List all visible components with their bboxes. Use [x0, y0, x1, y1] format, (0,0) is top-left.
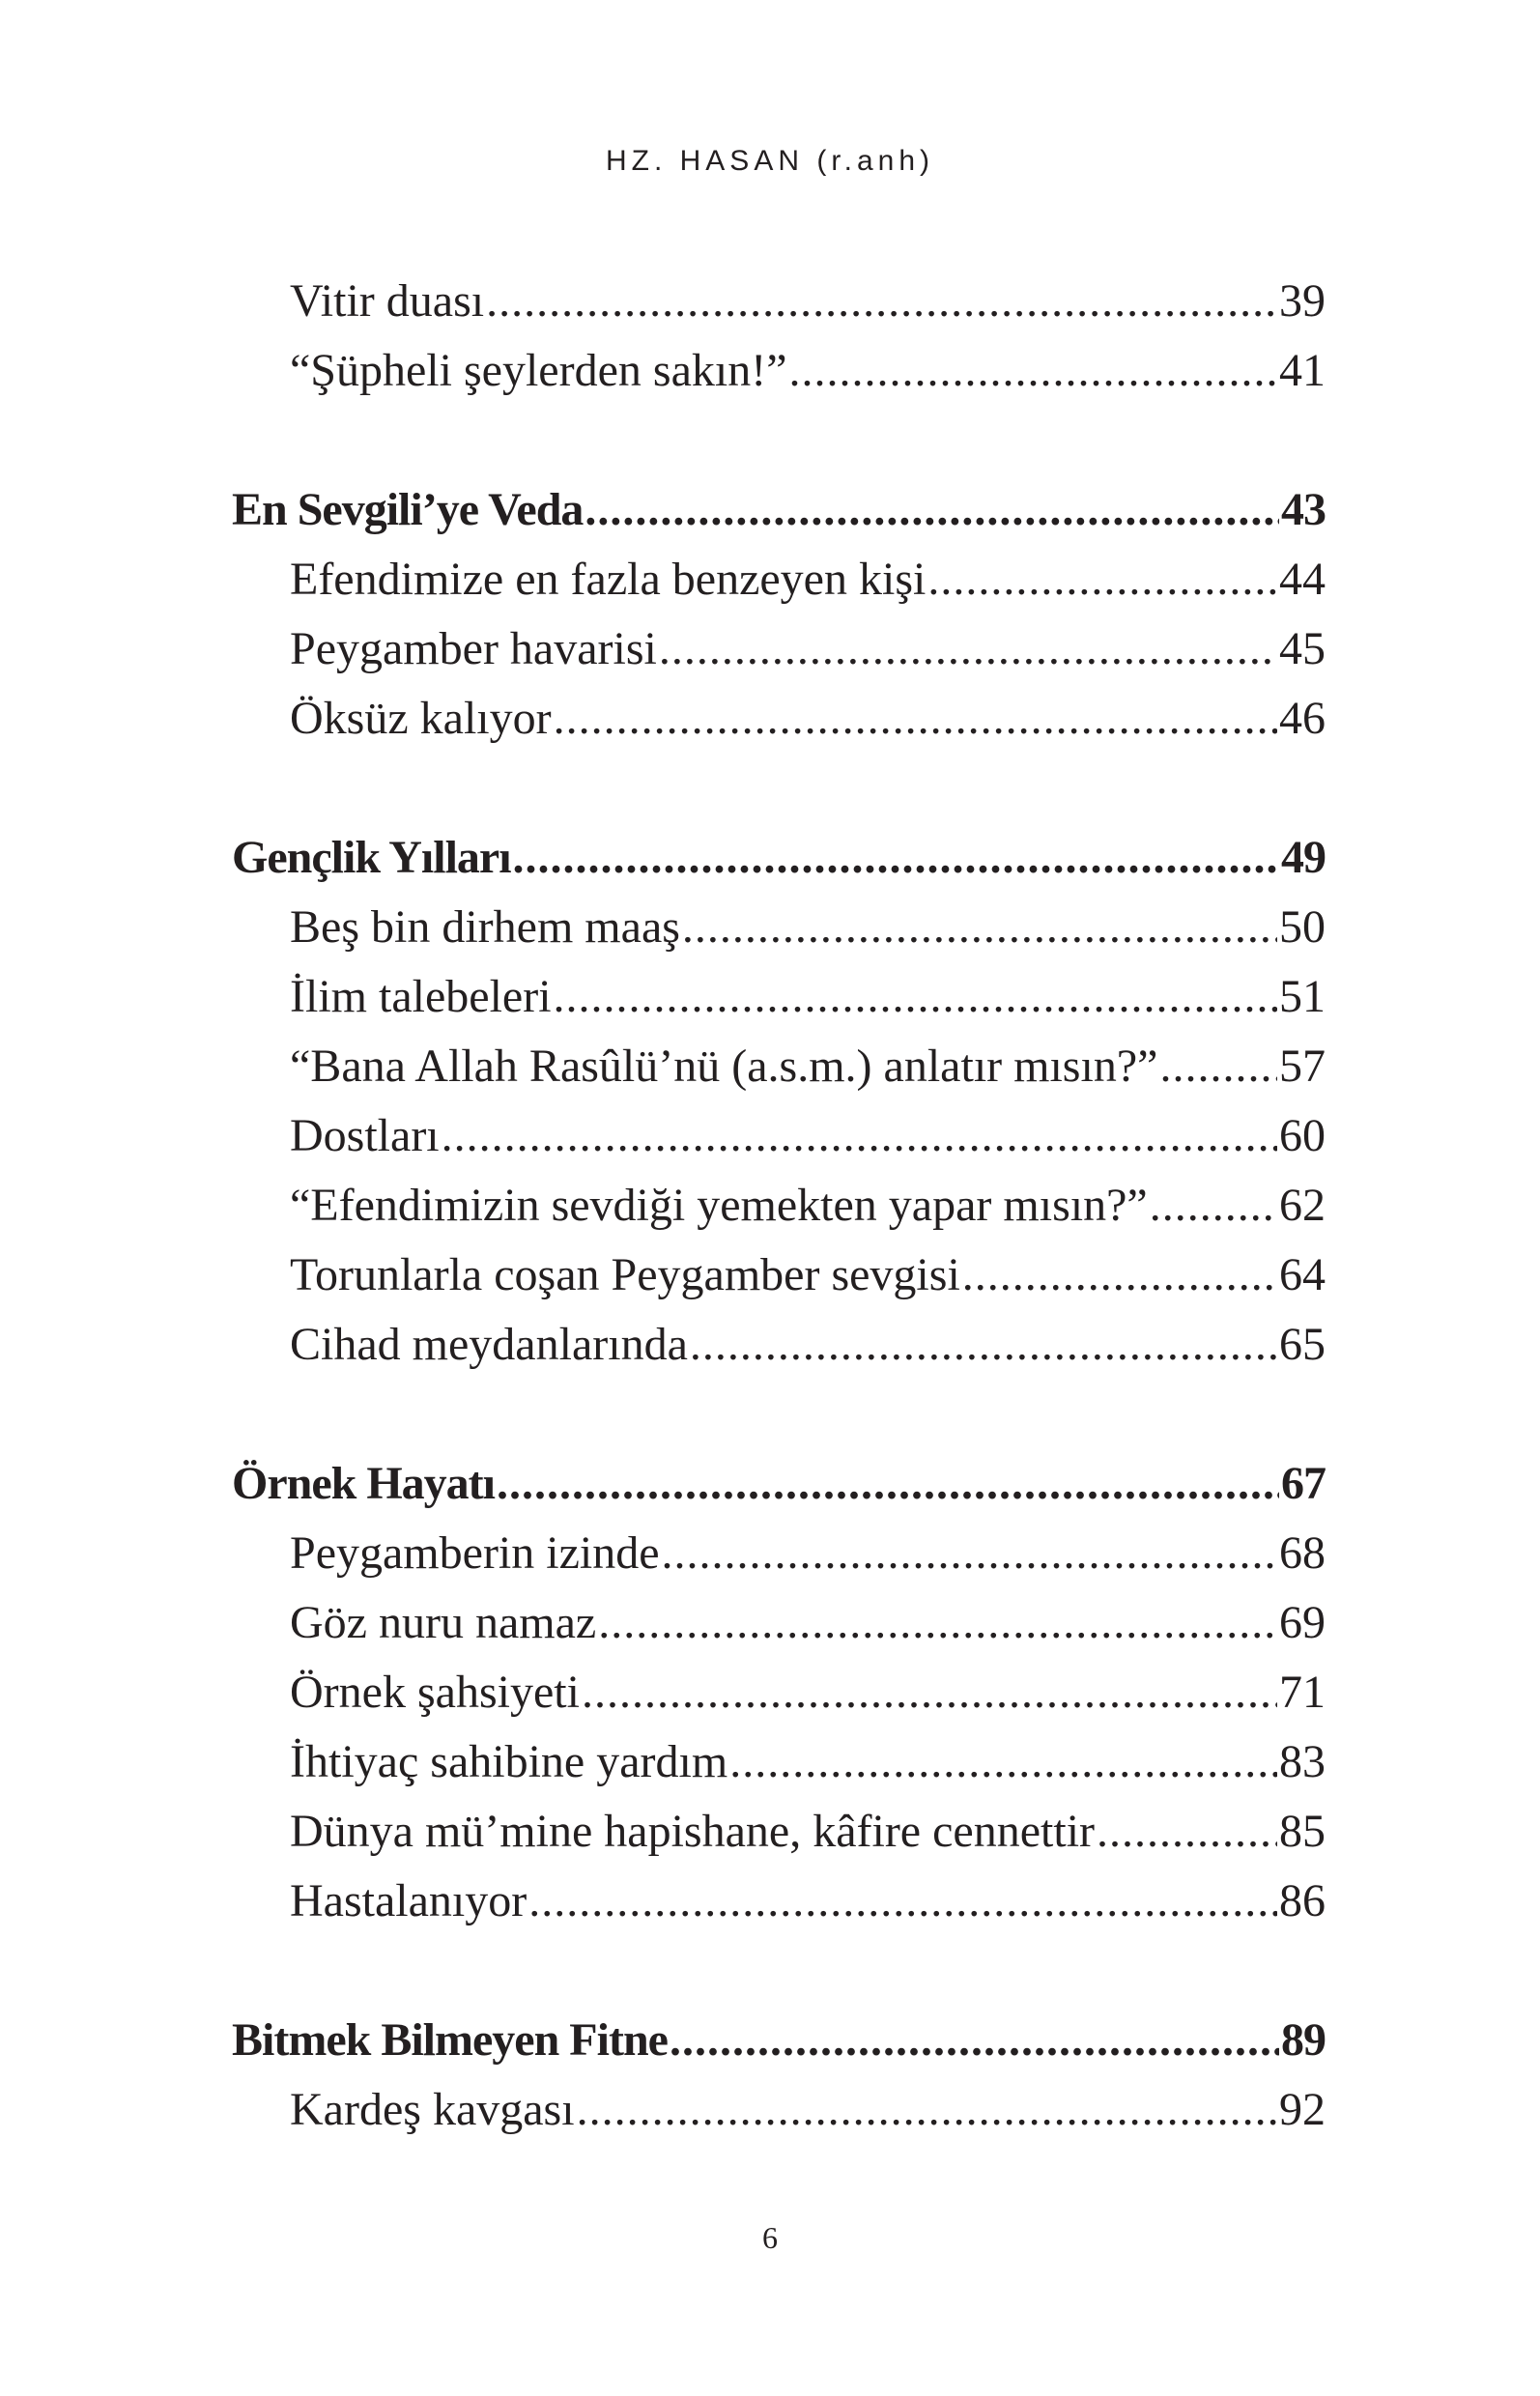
toc-chapter-page: 43	[1281, 484, 1326, 535]
toc-entry-title: Göz nuru namaz	[290, 1597, 597, 1648]
toc-entry	[232, 684, 1326, 754]
toc-chapter-page: 49	[1281, 832, 1326, 883]
toc-entry-title: “Efendimizin sevdiği yemekten yapar mısın?”	[290, 1180, 1148, 1231]
dot-leader	[528, 1867, 1277, 1936]
dot-leader	[1159, 1032, 1277, 1101]
toc-entry-title: Vitir duası	[290, 275, 485, 327]
dot-leader	[554, 962, 1277, 1032]
toc-entry	[232, 1101, 1326, 1171]
dot-leader	[598, 1588, 1277, 1658]
running-header: HZ. HASAN (r.anh)	[605, 145, 935, 177]
table-of-contents	[232, 267, 1326, 2145]
toc-entry-title: “Bana Allah Rasûlü’nü (a.s.m.) anlatır mısın?”	[290, 1041, 1158, 1092]
toc-entry	[232, 1867, 1326, 1936]
toc-entry-page: 57	[1279, 1041, 1326, 1092]
toc-entry-page: 45	[1279, 623, 1326, 674]
toc-entry	[232, 962, 1326, 1032]
dot-leader	[659, 614, 1277, 684]
toc-entry-page: 41	[1279, 345, 1326, 396]
toc-entry	[232, 1241, 1326, 1310]
toc-entry-page: 71	[1279, 1667, 1326, 1718]
toc-chapter	[232, 823, 1326, 893]
dot-leader	[577, 2075, 1277, 2145]
toc-chapter-page: 67	[1281, 1458, 1326, 1509]
toc-chapter	[232, 1449, 1326, 1519]
toc-entry-title: Peygamber havarisi	[290, 623, 657, 674]
dot-leader	[554, 684, 1277, 754]
toc-entry-title: İhtiyaç sahibine yardım	[290, 1736, 728, 1787]
dot-leader	[513, 823, 1279, 893]
toc-entry	[232, 336, 1326, 406]
toc-chapter	[232, 475, 1326, 545]
dot-leader	[582, 1658, 1277, 1727]
dot-leader	[729, 1727, 1277, 1797]
toc-chapter-title: Gençlik Yılları	[232, 832, 511, 883]
toc-entry	[232, 545, 1326, 614]
toc-chapter-title: En Sevgili’ye Veda	[232, 484, 584, 535]
dot-leader	[1150, 1171, 1277, 1241]
toc-entry-page: 68	[1279, 1527, 1326, 1579]
toc-entry-page: 50	[1279, 901, 1326, 953]
page-number: 6	[762, 2220, 778, 2255]
toc-chapter-title: Örnek Hayatı	[232, 1458, 495, 1509]
toc-chapter	[232, 2006, 1326, 2075]
dot-leader	[486, 267, 1277, 336]
toc-entry-title: Dünya mü’mine hapishane, kâfire cennettir	[290, 1806, 1096, 1857]
toc-entry-title: Peygamberin izinde	[290, 1527, 660, 1579]
toc-entry-page: 60	[1279, 1110, 1326, 1161]
dot-leader	[585, 475, 1279, 545]
toc-entry-page: 46	[1279, 693, 1326, 744]
toc-entry-title: Hastalanıyor	[290, 1875, 528, 1926]
dot-leader	[962, 1241, 1277, 1310]
toc-entry-page: 69	[1279, 1597, 1326, 1648]
toc-entry-title: Torunlarla coşan Peygamber sevgisi	[290, 1249, 960, 1300]
toc-chapter-page: 89	[1281, 2014, 1326, 2066]
toc-entry-page: 86	[1279, 1875, 1326, 1926]
dot-leader	[682, 893, 1277, 962]
toc-entry-title: “Şüpheli şeylerden sakın!”	[290, 345, 787, 396]
toc-entry	[232, 1310, 1326, 1380]
toc-entry-title: Beş bin dirhem maaş	[290, 901, 680, 953]
toc-entry	[232, 614, 1326, 684]
toc-entry	[232, 2075, 1326, 2145]
toc-entry-page: 62	[1279, 1180, 1326, 1231]
toc-entry	[232, 1797, 1326, 1867]
toc-entry-page: 51	[1279, 971, 1326, 1022]
toc-entry-title: Kardeş kavgası	[290, 2084, 575, 2135]
toc-entry-title: Dostları	[290, 1110, 440, 1161]
toc-entry	[232, 1519, 1326, 1588]
toc-entry	[232, 893, 1326, 962]
dot-leader	[1097, 1797, 1277, 1867]
toc-entry-page: 39	[1279, 275, 1326, 327]
toc-entry	[232, 1588, 1326, 1658]
toc-entry-title: Cihad meydanlarında	[290, 1319, 688, 1370]
toc-entry-page: 65	[1279, 1319, 1326, 1370]
dot-leader	[690, 1310, 1277, 1380]
toc-entry-page: 83	[1279, 1736, 1326, 1787]
toc-entry-page: 44	[1279, 554, 1326, 605]
toc-entry-title: Efendimize en fazla benzeyen kişi	[290, 554, 927, 605]
dot-leader	[662, 1519, 1277, 1588]
dot-leader	[927, 545, 1277, 614]
dot-leader	[497, 1449, 1279, 1519]
toc-entry	[232, 267, 1326, 336]
dot-leader	[442, 1101, 1277, 1171]
toc-entry-title: Örnek şahsiyeti	[290, 1667, 580, 1718]
toc-chapter-title: Bitmek Bilmeyen Fitne	[232, 2014, 668, 2066]
toc-entry	[232, 1171, 1326, 1241]
toc-entry-page: 92	[1279, 2084, 1326, 2135]
dot-leader	[670, 2006, 1279, 2075]
toc-entry	[232, 1727, 1326, 1797]
toc-entry-page: 85	[1279, 1806, 1326, 1857]
toc-entry-page: 64	[1279, 1249, 1326, 1300]
toc-entry	[232, 1032, 1326, 1101]
dot-leader	[789, 336, 1278, 406]
toc-entry-title: İlim talebeleri	[290, 971, 552, 1022]
toc-entry-title: Öksüz kalıyor	[290, 693, 552, 744]
toc-entry	[232, 1658, 1326, 1727]
